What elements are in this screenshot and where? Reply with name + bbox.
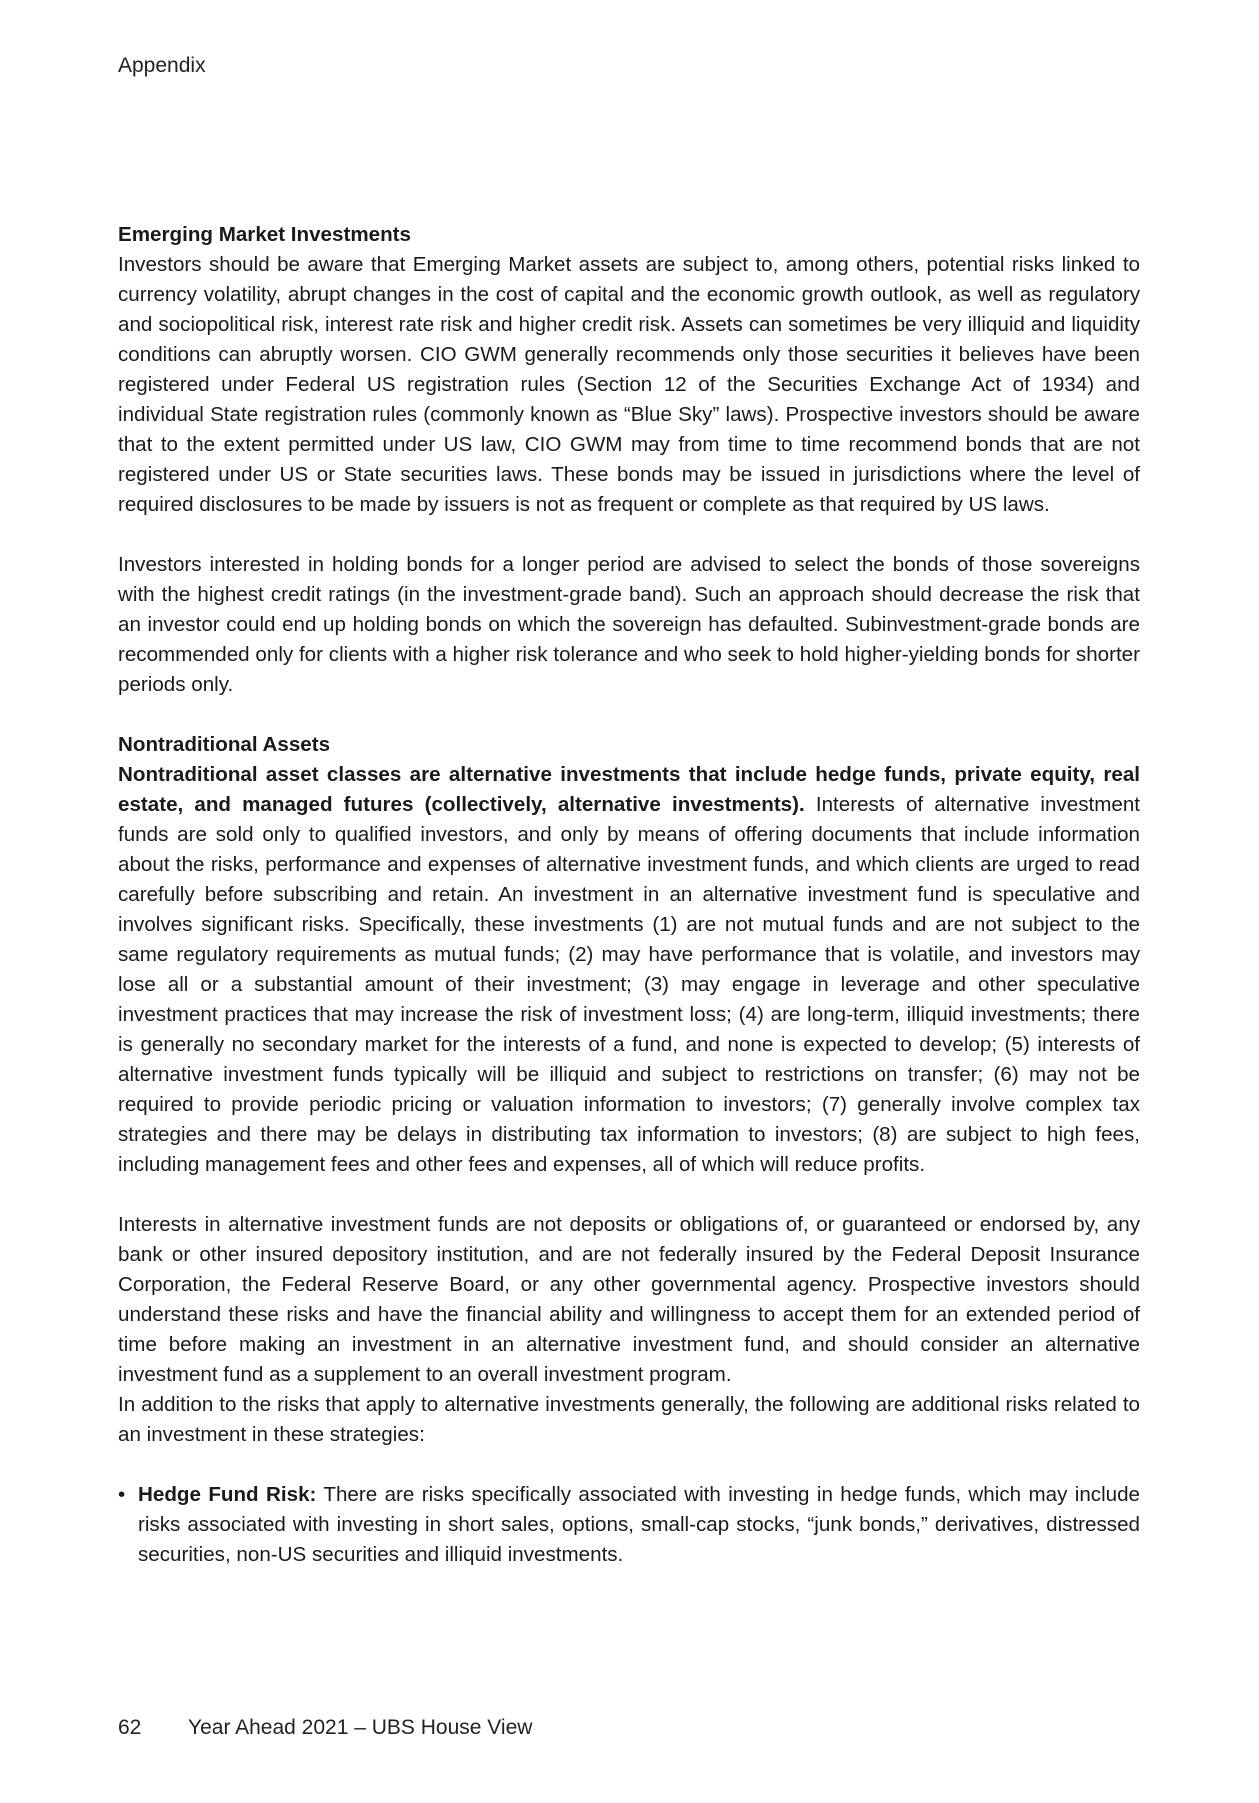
- section-heading-emerging-markets: Emerging Market Investments: [118, 223, 411, 246]
- page-number: 62: [118, 1716, 142, 1739]
- nontraditional-paragraph-2: Interests in alternative investment funds are not deposits or obligations of, or guaranteed or endorsed by, any bank or other insured depository institution, and are not federally insured by the Federal Deposit Insurance Corporation, the Federal Reserve Board, or any other governmental agency. Prospective investors should understand these risks and have the financial ability and willingness to accept them for an extended period of time before making an investment in an alternative investment fund, and should consider an alternative investment fund as a supplement to an overall investment program.: [118, 1213, 1140, 1386]
- running-header: Appendix: [118, 54, 206, 77]
- emerging-markets-paragraph-2: Investors interested in holding bonds for a longer period are advised to select the bonds of those sovereigns with the highest credit ratings (in the investment-grade band). Such an approach should decrease the risk that an investor could end up holding bonds on which the sovereign has defaulted. Subinvestment-grade bonds are recommended only for clients with a higher risk tolerance and who seek to hold higher-yielding bonds for shorter periods only.: [118, 553, 1140, 696]
- bullet-text: There are risks specifically associated with investing in hedge funds, which may include risks associated with investing in short sales, options, small-cap stocks, “junk bonds,” derivatives, distressed securities, non-US securities and illiquid investments.: [138, 1483, 1141, 1566]
- risk-bullet-list: [118, 1480, 1140, 1570]
- emerging-markets-paragraph-1: Investors should be aware that Emerging Market assets are subject to, among others, potential risks linked to currency volatility, abrupt changes in the cost of capital and the economic growth outlook, as well as regulatory and sociopolitical risk, interest rate risk and higher credit risk. Assets can sometimes be very illiquid and liquidity conditions can abruptly worsen. CIO GWM generally recommends only those securities it believes have been registered under Federal US registration rules (Section 12 of the Securities Exchange Act of 1934) and individual State registration rules (commonly known as “Blue Sky” laws). Prospective investors should be aware that to the extent permitted under US law, CIO GWM may from time to time recommend bonds that are not registered under US or State securities laws. These bonds may be issued in jurisdictions where the level of required disclosures to be made by issuers is not as frequent or complete as that required by US laws.: [118, 253, 1140, 516]
- nontraditional-lead-sentence: Nontraditional asset classes are alternative investments that include hedge funds, private equity, real estate, and managed futures (collectively, alternative investments).: [118, 763, 1140, 816]
- paragraph-spacer: [118, 1450, 1140, 1480]
- paragraph-spacer: [118, 1180, 1140, 1210]
- page-footer: [118, 1716, 532, 1740]
- publication-title: Year Ahead 2021 – UBS House View: [188, 1716, 533, 1739]
- paragraph-spacer: [118, 520, 1140, 550]
- document-body: [118, 220, 1140, 1570]
- nontraditional-paragraph-1: [118, 760, 1140, 1180]
- nontraditional-paragraph-1-body: Interests of alternative investment funds are sold only to qualified investors, and only by means of offering documents that include information about the risks, performance and expenses of alternative investment funds, and which clients are urged to read carefully before subscribing and retain. An investment in an alternative investment fund is speculative and involves significant risks. Specifically, these investments (1) are not mutual funds and are not subject to the same regulatory requirements as mutual funds; (2) may have performance that is volatile, and investors may lose all or a substantial amount of their investment; (3) may engage in leverage and other speculative investment practices that may increase the risk of investment loss; (4) are long-term, illiquid investments; there is generally no secondary market for the interests of a fund, and none is expected to develop; (5) interests of alternative investment funds typically will be illiquid and subject to restrictions on transfer; (6) may not be required to provide periodic pricing or valuation information to investors; (7) generally involve complex tax strategies and there may be delays in distributing tax information to investors; (8) are subject to high fees, including management fees and other fees and expenses, all of which will reduce profits.: [118, 793, 1141, 1176]
- bullet-icon: •: [118, 1483, 126, 1506]
- section-heading-nontraditional-assets: Nontraditional Assets: [118, 733, 331, 756]
- bullet-label: Hedge Fund Risk:: [138, 1483, 317, 1506]
- list-item-hedge-fund-risk: [118, 1480, 1140, 1570]
- paragraph-spacer: [118, 700, 1140, 730]
- nontraditional-paragraph-3: In addition to the risks that apply to alternative investments generally, the following are additional risks related to an investment in these strategies:: [118, 1393, 1140, 1446]
